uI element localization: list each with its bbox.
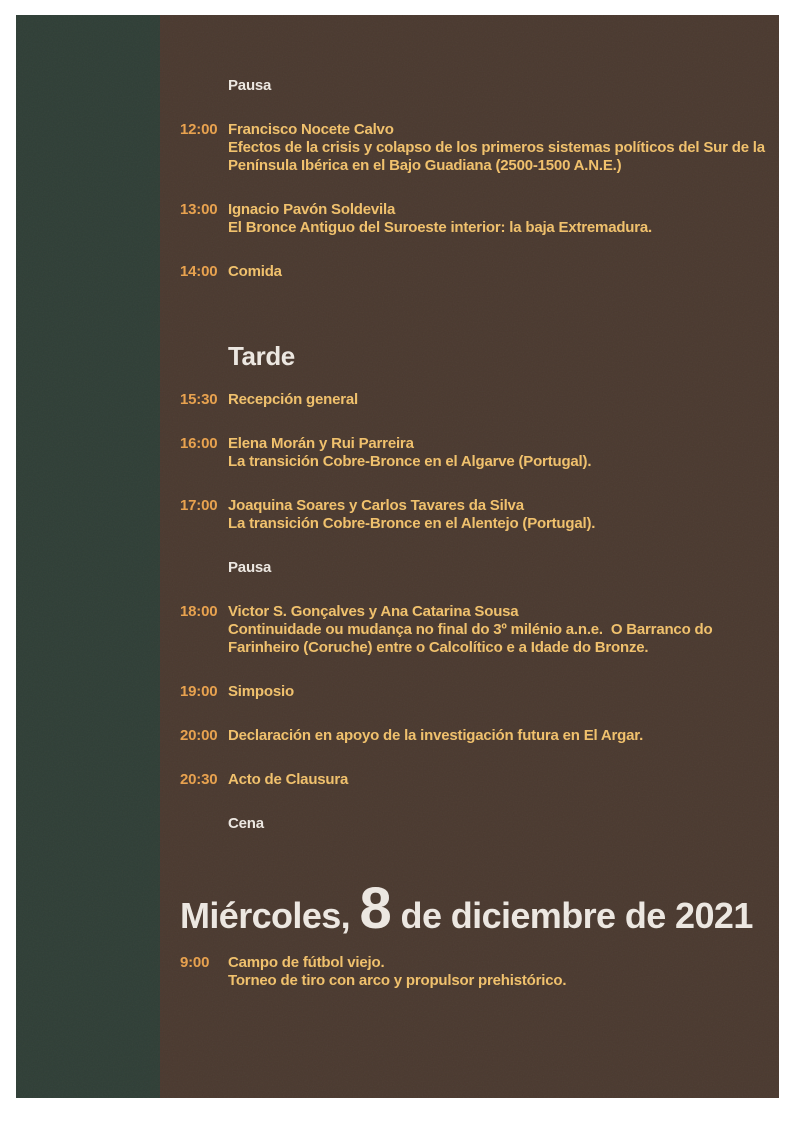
schedule-note [180, 77, 770, 95]
event-title: Elena Morán y Rui Parreira [228, 435, 414, 452]
event-body [228, 771, 348, 789]
schedule-event [180, 771, 770, 789]
event-detail-line: Efectos de la crisis y colapso de los primeros sistemas políticos del Sur de la [228, 139, 765, 156]
event-time: 16:00 [180, 435, 218, 452]
event-body [228, 435, 591, 471]
section-heading: Tarde [228, 341, 295, 371]
note-time-spacer [180, 815, 228, 833]
event-body [228, 201, 652, 237]
schedule-event [180, 263, 770, 281]
schedule-note [180, 815, 770, 833]
note-text: Pausa [228, 77, 272, 94]
event-title: Declaración en apoyo de la investigación futura en El Argar. [228, 727, 644, 744]
event-time: 20:00 [180, 727, 218, 744]
event-time: 19:00 [180, 683, 218, 700]
event-time: 15:30 [180, 391, 218, 408]
note-time-spacer [180, 77, 228, 95]
event-title: Ignacio Pavón Soldevila [228, 201, 396, 218]
schedule-event [180, 497, 770, 533]
event-time: 14:00 [180, 263, 218, 280]
event-body [228, 497, 595, 533]
event-body [228, 683, 294, 701]
event-title: Acto de Clausura [228, 771, 349, 788]
event-body [228, 121, 765, 175]
event-time: 9:00 [180, 954, 210, 971]
event-detail-line: La transición Cobre-Bronce en el Alentejo (Portugal). [228, 515, 596, 532]
event-time: 17:00 [180, 497, 218, 514]
event-detail-line: El Bronce Antiguo del Suroeste interior: la baja Extremadura. [228, 219, 653, 236]
event-title: Campo de fútbol viejo. [228, 954, 385, 971]
event-detail-line: Farinheiro (Coruche) entre o Calcolítico e a Idade do Bronze. [228, 639, 649, 656]
event-detail-line: Continuidade ou mudança no final do 3º milénio a.n.e. O Barranco do [228, 621, 713, 638]
event-title: Simposio [228, 683, 294, 700]
event-time: 18:00 [180, 603, 218, 620]
schedule-note [180, 559, 770, 577]
schedule-event [180, 121, 770, 175]
event-title: Comida [228, 263, 282, 280]
event-title: Francisco Nocete Calvo [228, 121, 394, 138]
schedule-event [180, 391, 770, 409]
day-heading [180, 876, 770, 942]
schedule-content [180, 77, 770, 1016]
day-heading-number: 8 [359, 876, 392, 941]
schedule-event [180, 727, 770, 745]
event-detail-line: La transición Cobre-Bronce en el Algarve (Portugal). [228, 453, 592, 470]
day-heading-suffix: de diciembre de 2021 [391, 895, 753, 936]
event-body [228, 391, 358, 409]
schedule-event [180, 201, 770, 237]
schedule-event [180, 954, 770, 990]
event-time: 12:00 [180, 121, 218, 138]
schedule-event [180, 683, 770, 701]
event-time: 20:30 [180, 771, 218, 788]
event-detail-line: Torneo de tiro con arco y propulsor prehistórico. [228, 972, 567, 989]
event-title: Joaquina Soares y Carlos Tavares da Silva [228, 497, 524, 514]
event-body [228, 263, 282, 281]
event-time: 13:00 [180, 201, 218, 218]
schedule-event [180, 603, 770, 657]
event-title: Recepción general [228, 391, 358, 408]
note-text: Pausa [228, 559, 272, 576]
day-heading-prefix: Miércoles, [180, 895, 360, 936]
green-sidebar-band [16, 15, 160, 1098]
schedule-event [180, 435, 770, 471]
event-detail-line: Península Ibérica en el Bajo Guadiana (2500-1500 A.N.E.) [228, 157, 622, 174]
event-body [228, 603, 712, 657]
event-title: Victor S. Gonçalves y Ana Catarina Sousa [228, 603, 519, 620]
note-text: Cena [228, 815, 264, 832]
event-body [228, 954, 566, 990]
program-poster-page [16, 15, 779, 1098]
event-body [228, 727, 643, 745]
note-time-spacer [180, 559, 228, 577]
